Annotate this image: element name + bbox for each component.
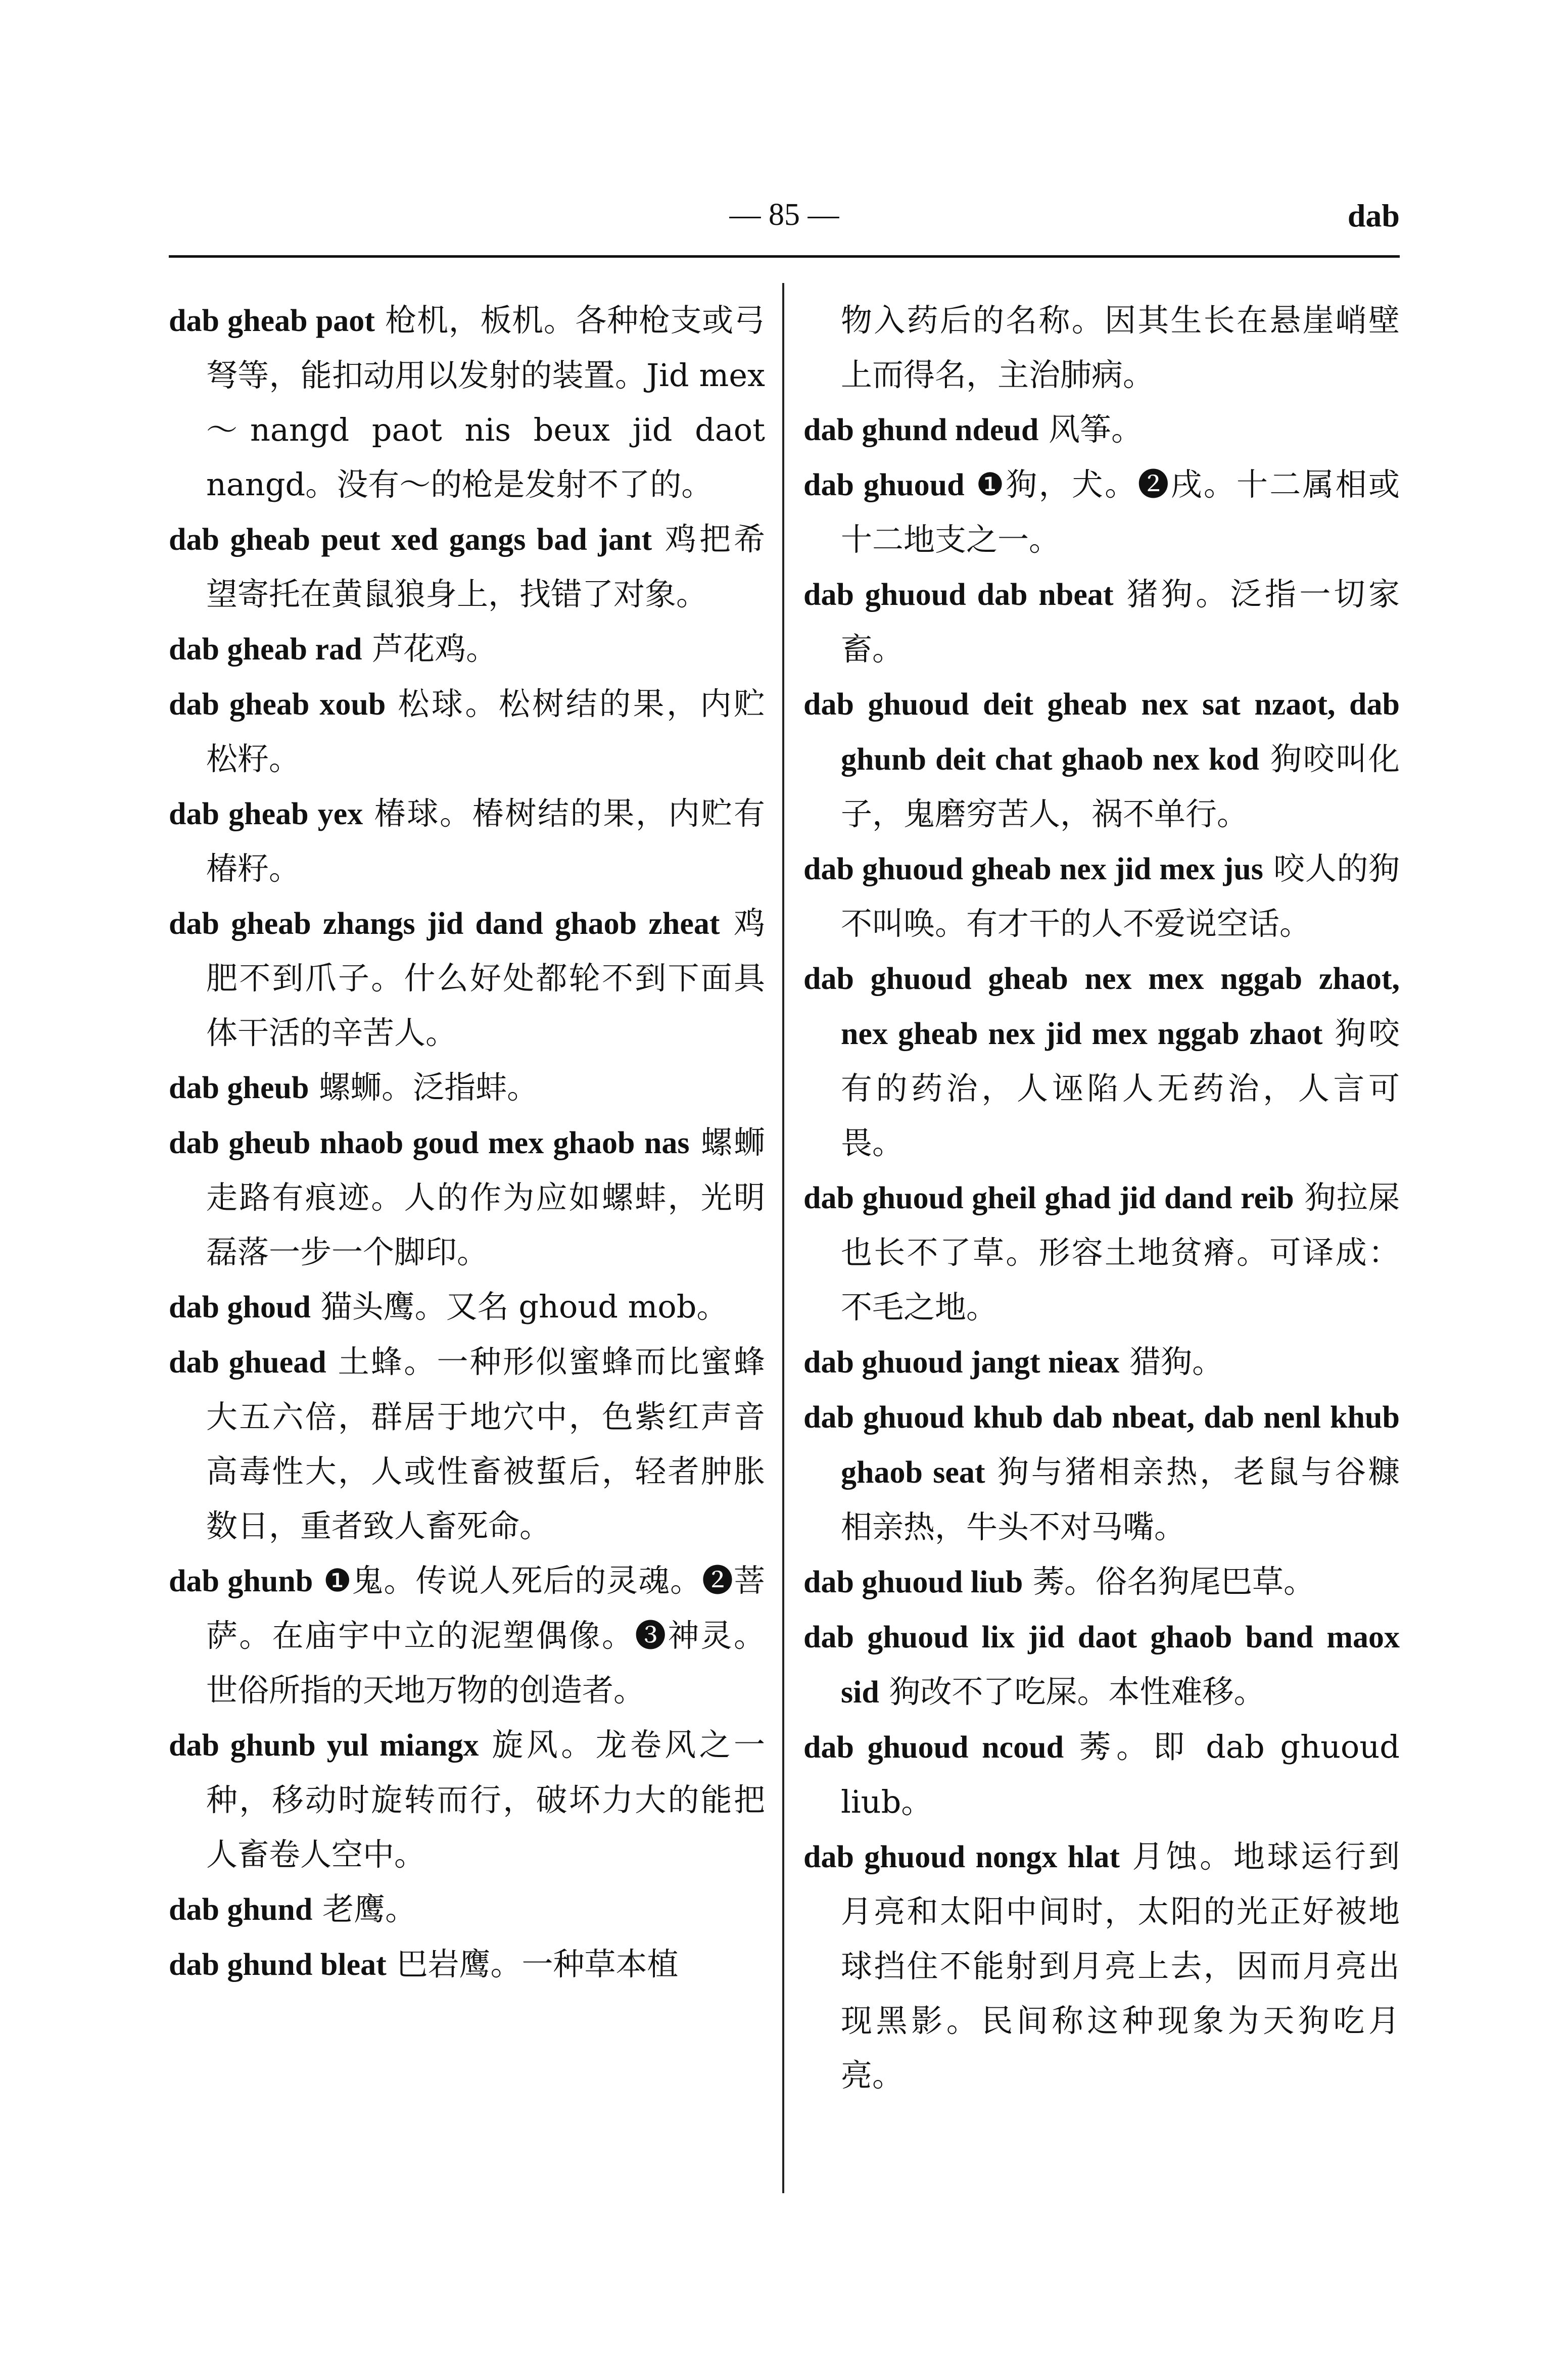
entry-gloss: 猎狗。	[1119, 1343, 1224, 1380]
dictionary-entry	[169, 677, 765, 786]
entry-headword: dab ghuoud dab nbeat	[803, 578, 1114, 612]
entry-headword: dab gheab xoub	[169, 687, 386, 722]
running-head: dab	[1347, 198, 1400, 233]
dictionary-entry	[803, 1390, 1400, 1554]
entry-headword: dab ghund bleat	[169, 1948, 387, 1982]
entry-gloss: 风筝。	[1038, 411, 1143, 448]
entry-headword: dab ghund ndeud	[803, 413, 1039, 447]
entry-headword: dab ghuoud lix jid daot ghaob band maox sid	[803, 1620, 1400, 1710]
entry-headword: dab ghund	[169, 1893, 313, 1927]
dictionary-entry	[169, 293, 765, 512]
entry-gloss: 物入药后的名称。因其生长在悬崖峭壁上而得名，主治肺病。	[841, 302, 1400, 393]
dictionary-entry	[169, 1937, 765, 1992]
entry-headword: dab ghuoud deit gheab nex sat nzaot, dab ghunb deit chat ghaob nex kod	[803, 687, 1400, 777]
dictionary-entry	[803, 1610, 1400, 1720]
dictionary-entry	[803, 951, 1400, 1170]
entry-gloss: ❶鬼。传说人死后的灵魂。❷菩萨。在庙宇中立的泥塑偶像。❸神灵。世俗所指的天地万物的创造者。	[206, 1562, 765, 1709]
entry-headword: dab ghuoud	[803, 468, 965, 502]
entry-gloss: 螺蛳。泛指蚌。	[309, 1069, 539, 1106]
entry-headword: dab gheub nhaob goud mex ghaob nas	[169, 1126, 690, 1160]
entry-gloss: 月蚀。地球运行到月亮和太阳中间时，太阳的光正好被地球挡住不能射到月亮上去，因而月亮出现黑影。民间称这种现象为天狗吃月亮。	[841, 1838, 1400, 2094]
entry-headword: dab ghuoud nongx hlat	[803, 1840, 1120, 1874]
entry-gloss: 狗咬有的药治，人诬陷人无药治，人言可畏。	[841, 1015, 1400, 1161]
dictionary-entry	[169, 786, 765, 896]
dictionary-entry	[803, 677, 1400, 841]
entry-gloss: 咬人的狗不叫唤。有才干的人不爱说空话。	[841, 850, 1400, 942]
entry-headword: dab ghuoud jangt nieax	[803, 1345, 1120, 1380]
entry-gloss: 狗与猪相亲热，老鼠与谷糠相亲热，牛头不对马嘴。	[841, 1453, 1400, 1545]
dictionary-entry	[803, 1829, 1400, 2103]
entry-gloss: 猫头鹰。又名 ghoud mob。	[310, 1288, 728, 1325]
dictionary-entry	[803, 1170, 1400, 1335]
dictionary-entry	[803, 457, 1400, 567]
dictionary-entry	[169, 1060, 765, 1115]
entry-gloss: 螺蛳走路有痕迹。人的作为应如螺蚌，光明磊落一步一个脚印。	[206, 1124, 765, 1270]
entry-gloss: 莠。即 dab ghuoud liub。	[841, 1728, 1400, 1820]
dictionary-entry	[803, 402, 1400, 457]
dictionary-entry	[169, 1115, 765, 1280]
dictionary-entry	[169, 1718, 765, 1882]
dictionary-entry	[803, 841, 1400, 951]
page-number: — 85 —	[729, 198, 839, 232]
entry-headword: dab gheab rad	[169, 632, 362, 667]
entry-gloss: 巴岩鹰。一种草本植	[386, 1946, 679, 1982]
entry-gloss: 芦花鸡。	[362, 630, 498, 667]
left-column	[169, 293, 765, 1992]
column-divider	[782, 283, 784, 2193]
entry-gloss: 土蜂。一种形似蜜蜂而比蜜蜂大五六倍，群居于地穴中，色紫红声音高毒性大，人或性畜被蜇后，轻者肿胀数日，重者致人畜死命。	[206, 1343, 765, 1544]
dictionary-entry	[169, 1335, 765, 1553]
entry-gloss: 狗改不了吃屎。本性难移。	[879, 1673, 1265, 1710]
entry-headword: dab ghuead	[169, 1345, 326, 1380]
dictionary-entry	[803, 1335, 1400, 1390]
entry-gloss: 狗拉屎也长不了草。形容土地贫瘠。可译成：不毛之地。	[841, 1179, 1400, 1326]
entry-headword: dab ghuoud gheab nex jid mex jus	[803, 852, 1263, 886]
right-column	[803, 293, 1400, 2103]
dictionary-entry	[803, 567, 1400, 677]
entry-headword: dab gheab peut xed gangs bad jant	[169, 523, 652, 557]
page-header	[169, 187, 1400, 248]
entry-headword: dab ghunb yul miangx	[169, 1728, 479, 1763]
entry-headword: dab ghuoud liub	[803, 1565, 1023, 1599]
dictionary-entry	[169, 896, 765, 1060]
dictionary-entry	[169, 622, 765, 677]
entry-gloss: 老鹰。	[312, 1890, 417, 1927]
entry-headword: dab ghuoud ncoud	[803, 1730, 1064, 1765]
entry-headword: dab gheab yex	[169, 797, 363, 831]
dictionary-entry	[803, 1554, 1400, 1610]
entry-gloss: 狗咬叫化子，鬼磨穷苦人，祸不单行。	[841, 740, 1400, 832]
dictionary-entry	[169, 1553, 765, 1718]
entry-gloss: 鸡肥不到爪子。什么好处都轮不到下面具体干活的辛苦人。	[206, 905, 765, 1051]
dictionary-entry	[169, 512, 765, 622]
entry-headword: dab ghuoud khub dab nbeat, dab nenl khub ghaob seat	[803, 1400, 1400, 1490]
entry-gloss: ❶狗，犬。❷戌。十二属相或十二地支之一。	[841, 466, 1400, 558]
dictionary-entry	[169, 1280, 765, 1335]
entry-headword: dab gheab zhangs jid dand ghaob zheat	[169, 907, 720, 941]
entry-gloss: 椿球。椿树结的果，内贮有椿籽。	[206, 795, 765, 887]
entry-gloss: 松球。松树结的果，内贮松籽。	[206, 685, 765, 777]
entry-gloss: 枪机，板机。各种枪支或弓弩等，能扣动用以发射的装置。Jid mex ～nangd paot nis beux jid daot nangd。没有～的枪是发射不了的。	[206, 302, 765, 503]
entry-headword: dab gheub	[169, 1071, 309, 1105]
entry-gloss: 鸡把希望寄托在黄鼠狼身上，找错了对象。	[206, 521, 765, 612]
entry-gloss: 莠。俗名狗尾巴草。	[1023, 1563, 1315, 1600]
entry-gloss: 旋风。龙卷风之一种，移动时旋转而行，破坏力大的能把人畜卷人空中。	[206, 1726, 765, 1873]
entry-headword: dab ghunb	[169, 1564, 313, 1598]
entry-headword: dab gheab paot	[169, 304, 375, 338]
entry-headword: dab ghoud	[169, 1290, 311, 1325]
dictionary-entry	[803, 293, 1400, 402]
entry-headword: dab ghuoud gheil ghad jid dand reib	[803, 1181, 1294, 1215]
entry-headword: dab ghuoud gheab nex mex nggab zhaot, nex gheab nex jid mex nggab zhaot	[803, 962, 1400, 1051]
entry-gloss: 猪狗。泛指一切家畜。	[841, 576, 1400, 668]
dictionary-entry	[169, 1882, 765, 1937]
dictionary-entry	[803, 1720, 1400, 1829]
header-rule	[169, 255, 1400, 258]
